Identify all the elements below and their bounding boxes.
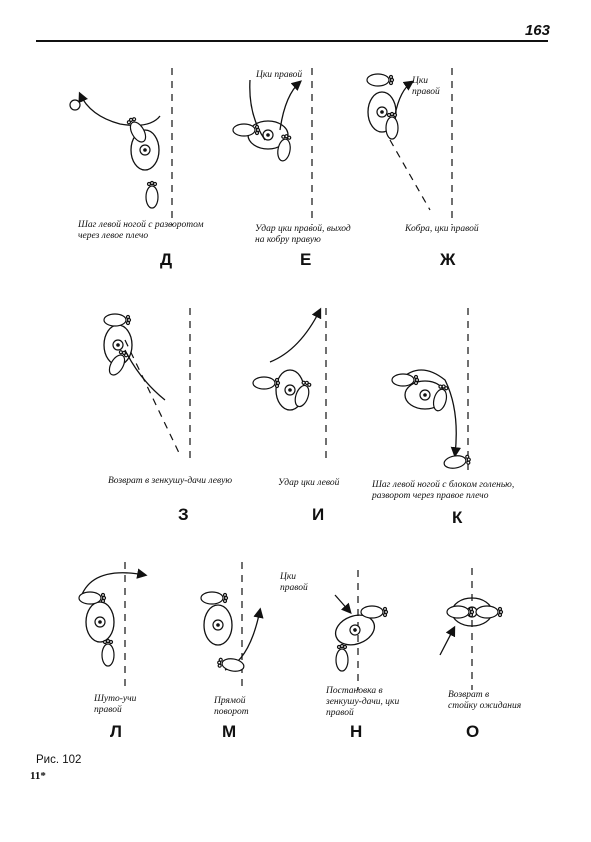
letter-k: К: [452, 508, 463, 527]
diagram-i: [253, 308, 326, 460]
letter-z: З: [178, 505, 189, 524]
letter-d: Д: [160, 250, 173, 269]
foot-left: [392, 374, 419, 386]
pivot-circle: [70, 100, 80, 110]
letter-e: Е: [300, 250, 312, 269]
direction-line: [125, 340, 180, 455]
caption-n: Постановка в зенкушу-дачи, цки правой: [326, 686, 400, 718]
direction-line: [390, 140, 430, 210]
caption-o: Возврат в стойку ожидания: [448, 690, 522, 711]
foot-right: [431, 383, 449, 412]
pointer-arrow: [440, 628, 454, 655]
page-number: 163: [524, 22, 550, 39]
foot-right: [293, 379, 313, 408]
diagram-n: [331, 570, 387, 690]
diagram-d: [70, 68, 172, 225]
letter-zh: Ж: [440, 250, 456, 269]
caption-zh: Кобра, цки правой: [405, 224, 479, 234]
diagram-e: [233, 68, 312, 225]
foot-left: [367, 74, 394, 86]
turn-arrow: [80, 94, 160, 125]
strike-arrow: [270, 310, 320, 362]
strike-arrow: [335, 595, 350, 612]
signature-mark: 11*: [30, 770, 46, 782]
diagram-o: [440, 568, 503, 690]
foot-left: [79, 592, 106, 604]
foot-right: [276, 134, 292, 162]
label-zh: Цки правой: [412, 76, 440, 97]
fighter-body: [204, 605, 232, 645]
strike-arrow: [395, 82, 412, 115]
foot-right: [386, 113, 398, 140]
caption-e: Удар цки правой, выход на кобру правую: [255, 224, 351, 245]
foot-right: [146, 182, 158, 209]
diagram-z: [104, 308, 190, 460]
foot-right: [102, 640, 114, 667]
figure-label: Рис. 102: [36, 754, 82, 766]
diagram-m: [201, 562, 260, 690]
foot-left: [361, 606, 388, 618]
caption-d: Шаг левой ногой с разворотом через левое плечо: [78, 220, 204, 241]
caption-k: Шаг левой ногой с блоком голенью, разворот через правое плечо: [372, 480, 515, 501]
caption-i: Удар цки левой: [278, 478, 340, 488]
fighter-body: [86, 602, 114, 642]
diagram-l: [79, 562, 145, 690]
caption-m: Прямой поворот: [214, 696, 249, 717]
label-e: Цки правой: [256, 70, 303, 80]
label-n: Цки правой: [280, 572, 308, 593]
caption-l: Шуто-учи правой: [94, 694, 137, 715]
letter-l: Л: [110, 722, 122, 741]
foot-left: [104, 314, 131, 326]
foot-left: [201, 592, 228, 604]
letter-n: Н: [350, 722, 363, 741]
letter-o: О: [466, 722, 480, 741]
foot-left: [233, 124, 260, 136]
foot-right: [476, 606, 503, 618]
letter-m: М: [222, 722, 237, 741]
letter-i: И: [312, 505, 325, 524]
strike-arrow: [280, 82, 300, 130]
foot-left: [253, 377, 280, 389]
foot-left: [447, 606, 474, 618]
caption-z: Возврат в зенкушу-дачи левую: [108, 476, 233, 486]
diagram-k: [392, 308, 471, 470]
foot-right: [336, 645, 348, 672]
foot-step: [443, 453, 471, 469]
return-path: [125, 350, 165, 400]
